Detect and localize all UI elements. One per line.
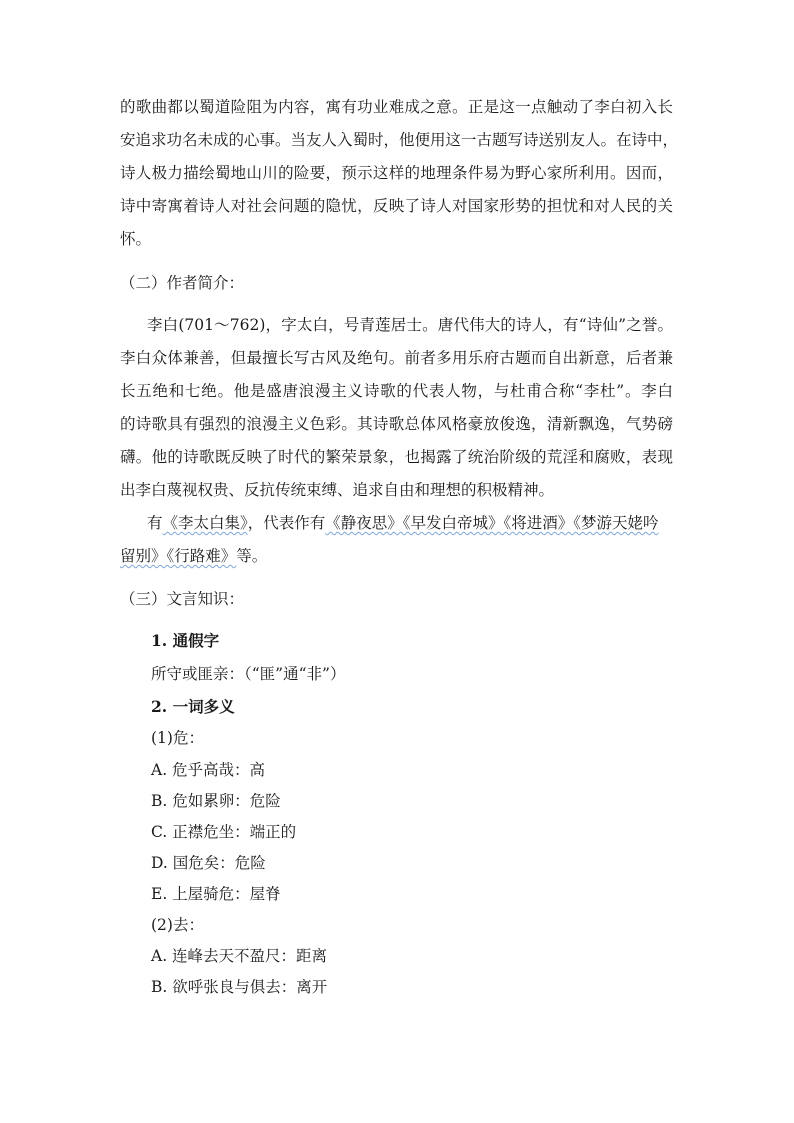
meaning-item: C. 正襟危坐：端正的 [151,823,297,841]
intro-line: 怀。 [120,230,152,248]
word-heading: (1)危： [151,729,204,747]
section-heading-author: （二）作者简介： [120,274,245,292]
subheading-yiciduoyi: 2. 一词多义 [151,697,235,716]
meaning-item: A. 危乎高哉：高 [151,761,266,779]
author-bio-line: 出李白蔑视权贵、反抗传统束缚、追求自由和理想的积极精神。 [120,481,555,499]
intro-line: 诗人极力描绘蜀地山川的险要，预示这样的地理条件易为野心家所利用。因而， [120,164,673,182]
author-bio-line: 李白众体兼善，但最擅长写古风及绝句。前者多用乐府古题而自出新意，后者兼 [120,349,673,367]
works-suffix: 等。 [236,547,268,565]
works-prefix: 有 [147,514,163,532]
author-bio-line: 礴。他的诗歌既反映了时代的繁荣景象，也揭露了统治阶级的荒淫和腐败，表现 [120,448,673,466]
author-bio-line: 李白(701～762)，字太白，号青莲居士。唐代伟大的诗人，有“诗仙”之誉。 [147,316,673,334]
meaning-item: D. 国危矣：危险 [151,854,266,872]
section-heading-classical: （三）文言知识： [120,590,245,608]
works-line [147,516,659,532]
intro-line: 安追求功名未成的心事。当友人入蜀时，他便用这一古题写诗送别友人。在诗中， [120,131,679,149]
meaning-item: B. 欲呼张良与俱去：离开 [151,978,328,996]
intro-line: 的歌曲都以蜀道险阻为内容，寓有功业难成之意。正是这一点触动了李白初入长 [120,98,673,116]
tongjiazi-item: 所守或匪亲：（“匪”通“非”） [151,665,346,683]
meaning-item: B. 危如累卵：危险 [151,792,281,810]
word-heading: (2)去： [151,916,204,934]
meaning-item: E. 上屋骑危：屋脊 [151,885,281,903]
meaning-item: A. 连峰去天不盈尺：距离 [151,947,328,965]
intro-line: 诗中寄寓着诗人对社会问题的隐忧，反映了诗人对国家形势的担忧和对人民的关 [120,197,673,215]
works-line [120,549,267,565]
author-bio-line: 长五绝和七绝。他是盛唐浪漫主义诗歌的代表人物，与杜甫合称“李杜”。李白 [120,382,673,400]
representative-works: 《静夜思》《早发白帝城》《将进酒》《梦游天姥吟 [325,514,659,532]
representative-works-cont: 留别》《行路难》 [120,547,237,565]
collection-title: 《李太白集》 [162,514,248,532]
works-middle: ，代表作有 [247,514,326,532]
author-bio-line: 的诗歌具有强烈的浪漫主义色彩。其诗歌总体风格豪放俊逸，清新飘逸，气势磅 [120,415,673,433]
subheading-tongjiazi: 1. 通假字 [151,631,220,650]
